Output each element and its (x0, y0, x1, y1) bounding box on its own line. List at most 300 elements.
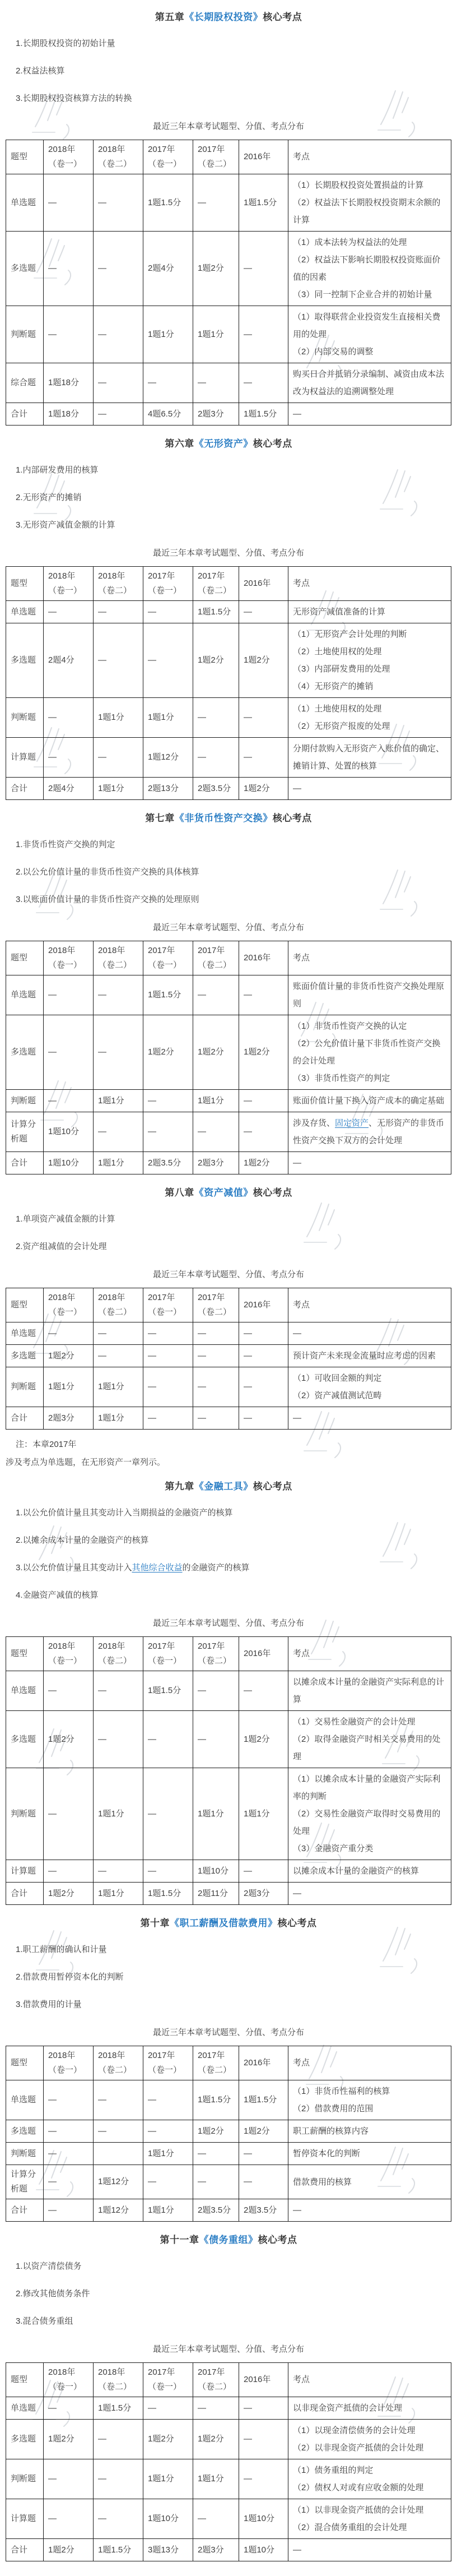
text-run: （1）债务重组的判定 (293, 2466, 374, 2475)
kaodian-line (293, 626, 446, 643)
year-header-line: 2017年 (148, 1641, 175, 1651)
score-cell: 1题1分 (239, 1768, 288, 1860)
score-cell: — (94, 623, 143, 698)
score-cell: 1题2分 (44, 2539, 94, 2561)
text-run: 2.无形资产的摊销 (16, 493, 82, 502)
key-point (16, 2315, 451, 2327)
text-run: 3.以账面价值计量的非货币性资产交换的处理原则 (16, 895, 199, 904)
col-header-year (44, 941, 94, 975)
chapter-heading-suffix: 核心考点 (272, 813, 312, 824)
table-row (6, 1015, 451, 1090)
score-cell: 1题1.5分 (143, 975, 193, 1015)
table-row (6, 1322, 451, 1345)
text-run: （1）交易性金融资产的会计处理 (293, 1717, 416, 1727)
col-header-kaodian: 考点 (288, 567, 451, 601)
score-cell: 1题10分 (239, 2539, 288, 2561)
col-header-question-type: 题型 (6, 941, 44, 975)
year-header-line: 2017年 (148, 2367, 175, 2377)
key-point (16, 1589, 451, 1601)
table-subtitle: 最近三年本章考试题型、分值、考点分布 (152, 548, 304, 558)
chapter-heading-prefix: 第十一章 (160, 2235, 199, 2245)
question-type-cell: 判断题 (6, 1090, 44, 1112)
score-cell: 1题1分 (143, 2459, 193, 2499)
kaodian-cell (288, 1671, 451, 1711)
table-row (6, 623, 451, 698)
chapter-note: 涉及考点为单选题，在无形资产一章列示。 (6, 1458, 166, 1467)
col-header-year (143, 2363, 193, 2397)
year-header-line: （卷一） (148, 960, 182, 970)
text-run: （2）以非现金资产抵债的会计处理 (293, 2443, 424, 2453)
table-header-row (6, 2046, 451, 2080)
year-header-line: （卷二） (98, 586, 132, 595)
chapter-book-title-link[interactable]: 《债务重组》 (199, 2235, 258, 2245)
col-header-year (44, 1637, 94, 1671)
kaodian-cell (288, 2459, 451, 2499)
year-header-line: 2018年 (98, 1641, 125, 1651)
text-run: 分期付款购入无形资产入账价值的确定、摊销计算、处置的核算 (293, 744, 445, 771)
score-cell: — (143, 1345, 193, 1367)
kaodian-cell (288, 403, 451, 426)
year-header-line: （卷二） (98, 2382, 132, 2392)
inline-link[interactable]: 固定资产 (335, 1118, 369, 1128)
kaodian-line (293, 2422, 446, 2439)
score-cell: — (44, 2499, 94, 2539)
kaodian-cell (288, 623, 451, 698)
score-cell: — (239, 601, 288, 623)
score-cell: — (44, 174, 94, 232)
text-run: （1）成本法转为权益法的处理 (293, 238, 407, 247)
score-cell: 1题1分 (94, 1768, 143, 1860)
score-cell: 2题3.5分 (239, 2199, 288, 2222)
kaodian-line (293, 1035, 446, 1070)
chapter-heading-suffix: 核心考点 (258, 2235, 297, 2245)
score-cell: — (193, 698, 239, 738)
chapter-section (6, 436, 451, 800)
year-header-line: （卷一） (48, 586, 82, 595)
chapter-heading-prefix: 第十章 (140, 1918, 170, 1928)
score-cell: 1题1.5分 (143, 1671, 193, 1711)
score-cell: — (239, 2397, 288, 2420)
score-cell: 1题2分 (239, 778, 288, 800)
score-cell: 1题1.5分 (239, 174, 288, 232)
kaodian-line (293, 1070, 446, 1087)
score-cell: 1题1.5分 (193, 2080, 239, 2120)
exam-distribution-table (6, 1288, 451, 1430)
score-cell: 3题13分 (143, 2539, 193, 2561)
key-point (16, 894, 451, 905)
score-cell: 2题3分 (44, 1407, 94, 1430)
chapter-section (6, 1478, 451, 1905)
question-type-cell: 多选题 (6, 2120, 44, 2143)
question-type-cell: 多选题 (6, 1345, 44, 1367)
score-cell: 1题10分 (193, 1860, 239, 1883)
question-type-cell: 单选题 (6, 975, 44, 1015)
year-header-line: 2018年 (98, 145, 125, 154)
question-type-cell: 单选题 (6, 601, 44, 623)
year-header-line: 2017年 (148, 571, 175, 581)
kaodian-cell (288, 1407, 451, 1430)
score-cell: — (44, 975, 94, 1015)
text-run: （2）土地使用权的处理 (293, 647, 382, 656)
score-cell: — (44, 2459, 94, 2499)
score-cell: — (143, 2120, 193, 2143)
chapter-heading-prefix: 第五章 (155, 12, 185, 22)
kaodian-cell (288, 2539, 451, 2561)
question-type-cell: 计算分析题 (6, 1112, 44, 1152)
chapter-book-title-link[interactable]: 《资产减值》 (194, 1187, 253, 1198)
year-header-line: 2017年 (148, 946, 175, 955)
table-row (6, 1090, 451, 1112)
text-run: 、无形资产的非货币性资产交换下双方的会计处理 (293, 1118, 445, 1145)
score-cell: — (94, 174, 143, 232)
text-run: （1）土地使用权的处理 (293, 704, 382, 714)
score-cell: — (193, 2499, 239, 2539)
key-point (16, 38, 451, 49)
score-cell: — (193, 1407, 239, 1430)
chapter-book-title-link[interactable]: 《长期股权投资》 (184, 12, 263, 22)
col-header-year (94, 1637, 143, 1671)
year-header-line: 2017年 (198, 571, 225, 581)
year-header-line: （卷一） (48, 2382, 82, 2392)
kaodian-line (293, 405, 446, 423)
year-header-line: （卷二） (98, 159, 132, 169)
table-row (6, 306, 451, 363)
year-header-line: 2016年 (244, 1300, 271, 1310)
score-cell: 1题1.5分 (94, 2539, 143, 2561)
score-cell: — (143, 1090, 193, 1112)
score-cell: — (44, 1322, 94, 1345)
kaodian-line (293, 234, 446, 251)
text-run: — (293, 1329, 301, 1338)
chapter-heading-suffix: 核心考点 (277, 1918, 317, 1928)
kaodian-cell (288, 2165, 451, 2199)
year-header-line: 2017年 (198, 1641, 225, 1651)
kaodian-cell (288, 2499, 451, 2539)
score-cell: — (193, 1711, 239, 1768)
text-run: （1）长期股权投资处置损益的计算 (293, 181, 424, 190)
kaodian-line (293, 1114, 446, 1149)
score-cell: — (94, 232, 143, 306)
year-header-line: 2018年 (98, 2367, 125, 2377)
col-header-year (94, 140, 143, 174)
table-row (6, 1768, 451, 1860)
score-cell: 2题3分 (193, 403, 239, 426)
question-type-cell: 多选题 (6, 623, 44, 698)
col-header-year (239, 140, 288, 174)
col-header-year (239, 1288, 288, 1322)
text-run: （1）可收回金额的判定 (293, 1373, 382, 1383)
year-header-line: （卷一） (148, 2382, 182, 2392)
text-run: （1）取得联营企业投资发生直接相关费用的处理 (293, 312, 441, 339)
text-run: 暂停资本化的判断 (293, 2149, 361, 2158)
score-cell: 1题10分 (44, 1112, 94, 1152)
year-header-line: （卷一） (48, 1307, 82, 1317)
table-row (6, 1345, 451, 1367)
chapter-note: 注：本章2017年 (16, 1440, 77, 1449)
score-cell: — (44, 738, 94, 778)
kaodian-cell (288, 174, 451, 232)
text-run: （2）取得金融资产时相关交易费用的处理 (293, 1735, 441, 1761)
col-header-kaodian: 考点 (288, 1637, 451, 1671)
text-run: （2）借款费用的范围 (293, 2104, 374, 2113)
score-cell: 1题2分 (239, 623, 288, 698)
score-cell: 1题1.5分 (143, 1883, 193, 1905)
question-type-cell: 综合题 (6, 363, 44, 403)
score-cell: — (44, 2080, 94, 2120)
score-cell: — (193, 1367, 239, 1407)
score-cell: — (239, 1322, 288, 1345)
score-cell: — (193, 2143, 239, 2165)
year-header-line: 2018年 (48, 145, 76, 154)
kaodian-cell (288, 2199, 451, 2222)
kaodian-cell (288, 1711, 451, 1768)
score-cell: — (44, 1671, 94, 1711)
chapter-book-title-link[interactable]: 《职工薪酬及借款费用》 (170, 1918, 278, 1928)
col-header-kaodian: 考点 (288, 941, 451, 975)
col-header-year (239, 1637, 288, 1671)
kaodian-line (293, 286, 446, 303)
col-header-year (94, 941, 143, 975)
text-run: （3）金融资产重分类 (293, 1844, 374, 1853)
question-type-cell: 合计 (6, 1883, 44, 1905)
text-run: （2）内部交易的调整 (293, 347, 374, 357)
table-row (6, 1671, 451, 1711)
score-cell: — (94, 975, 143, 1015)
text-run: 3.长期股权投资核算方法的转换 (16, 94, 132, 103)
inline-link[interactable]: 其他综合收益 (132, 1563, 183, 1573)
col-header-year (44, 2046, 94, 2080)
kaodian-line (293, 1770, 446, 1805)
table-row (6, 1112, 451, 1152)
chapter-heading-suffix: 核心考点 (253, 1187, 292, 1198)
table-row (6, 2499, 451, 2539)
col-header-year (193, 567, 239, 601)
question-type-cell: 合计 (6, 2539, 44, 2561)
score-cell: — (143, 363, 193, 403)
score-cell: — (239, 698, 288, 738)
score-cell: — (239, 2420, 288, 2459)
score-cell: 1题1分 (143, 2143, 193, 2165)
score-cell: — (193, 738, 239, 778)
score-cell: — (193, 1345, 239, 1367)
key-point (16, 2260, 451, 2272)
text-run: 涉及存货、 (293, 1118, 335, 1128)
kaodian-cell (288, 2420, 451, 2459)
score-cell: — (239, 1090, 288, 1112)
question-type-cell: 单选题 (6, 2080, 44, 2120)
kaodian-line (293, 718, 446, 735)
kaodian-cell (288, 778, 451, 800)
chapter-heading (6, 9, 451, 23)
table-row (6, 2397, 451, 2420)
score-cell: 1题2分 (239, 2120, 288, 2143)
kaodian-line (293, 2462, 446, 2479)
key-point (16, 1213, 451, 1225)
kaodian-cell (288, 2120, 451, 2143)
year-header-line: 2017年 (198, 145, 225, 154)
score-cell: 1题1分 (143, 306, 193, 363)
question-type-cell: 多选题 (6, 232, 44, 306)
table-row (6, 2120, 451, 2143)
question-type-cell: 判断题 (6, 1768, 44, 1860)
col-header-year (143, 1637, 193, 1671)
kaodian-line (293, 2439, 446, 2457)
table-row (6, 2459, 451, 2499)
kaodian-line (293, 978, 446, 1012)
kaodian-line (293, 2145, 446, 2162)
score-cell: 1题1分 (193, 306, 239, 363)
text-run: （2）权益法下影响长期股权投资账面价值的因素 (293, 255, 441, 282)
score-cell: — (193, 975, 239, 1015)
key-point (16, 93, 451, 104)
year-header-line: 2017年 (198, 2367, 225, 2377)
text-run: 无形资产减值准备的计算 (293, 607, 386, 617)
text-run: 1.内部研发费用的核算 (16, 465, 99, 475)
score-cell: 1题1分 (193, 1768, 239, 1860)
score-cell: — (143, 2080, 193, 2120)
table-subtitle: 最近三年本章考试题型、分值、考点分布 (152, 923, 304, 932)
table-row (6, 2539, 451, 2561)
text-run: — (293, 1889, 301, 1898)
col-header-year (143, 941, 193, 975)
score-cell: — (143, 623, 193, 698)
table-row (6, 1711, 451, 1768)
chapter-book-title-link[interactable]: 《金融工具》 (194, 1481, 253, 1492)
year-header-line: （卷二） (198, 586, 232, 595)
year-header-line: （卷一） (148, 159, 182, 169)
kaodian-line (293, 2100, 446, 2117)
score-cell: — (94, 1112, 143, 1152)
col-header-year (143, 140, 193, 174)
col-header-year (193, 1288, 239, 1322)
col-header-year (143, 567, 193, 601)
kaodian-cell (288, 1367, 451, 1407)
score-cell: 1题18分 (44, 363, 94, 403)
score-cell: — (94, 738, 143, 778)
table-row (6, 2420, 451, 2459)
year-header-line: 2018年 (48, 946, 76, 955)
chapter-heading (6, 2232, 451, 2246)
col-header-question-type: 题型 (6, 1637, 44, 1671)
question-type-cell: 合计 (6, 1407, 44, 1430)
col-header-year (94, 1288, 143, 1322)
score-cell: — (239, 1367, 288, 1407)
year-header-line: 2017年 (148, 2051, 175, 2060)
text-run: 的金融资产的核算 (182, 1563, 250, 1573)
question-type-cell: 单选题 (6, 1322, 44, 1345)
year-header-line: 2018年 (98, 946, 125, 955)
text-run: 1.非货币性资产交换的判定 (16, 840, 115, 849)
text-run: 以摊余成本计量的金融资产的核算 (293, 1866, 419, 1876)
score-cell: — (143, 1112, 193, 1152)
score-cell: 1题2分 (193, 2120, 239, 2143)
year-header-line: 2018年 (48, 1641, 76, 1651)
text-run: 借款费用的核算 (293, 2177, 352, 2187)
kaodian-line (293, 366, 446, 400)
score-cell: — (44, 232, 94, 306)
chapter-heading-prefix: 第七章 (145, 813, 175, 824)
col-header-year (193, 941, 239, 975)
table-subtitle: 最近三年本章考试题型、分值、考点分布 (152, 122, 304, 131)
score-cell: 2题3.5分 (193, 778, 239, 800)
kaodian-line (293, 2399, 446, 2417)
chapter-book-title-link[interactable]: 《无形资产》 (194, 438, 253, 449)
kaodian-cell (288, 2143, 451, 2165)
col-header-year (44, 2363, 94, 2397)
score-cell: 1题1.5分 (94, 2397, 143, 2420)
text-run: 账面价值计量的非货币性资产交换处理原则 (293, 982, 445, 1009)
key-point (16, 1241, 451, 1252)
score-cell: 1题1.5分 (239, 403, 288, 426)
chapter-section (6, 9, 451, 426)
table-row (6, 403, 451, 426)
text-run: 2.资产组减值的会计处理 (16, 1242, 107, 1251)
kaodian-line (293, 2541, 446, 2559)
text-run: （2）资产减值测试范畴 (293, 1391, 382, 1400)
kaodian-line (293, 740, 446, 775)
score-cell: 1题2分 (44, 1345, 94, 1367)
table-row (6, 174, 451, 232)
text-run: （1）以摊余成本计量的金融资产实际利率的判断 (293, 1774, 441, 1801)
kaodian-line (293, 603, 446, 621)
score-cell: 1题1分 (94, 1883, 143, 1905)
year-header-line: 2016年 (244, 579, 271, 588)
score-cell: — (239, 1407, 288, 1430)
kaodian-cell (288, 363, 451, 403)
chapter-heading (6, 810, 451, 824)
score-cell: 1题2分 (239, 1152, 288, 1174)
chapter-heading-prefix: 第六章 (165, 438, 194, 449)
question-type-cell: 判断题 (6, 2459, 44, 2499)
question-type-cell: 合计 (6, 2199, 44, 2222)
table-row (6, 232, 451, 306)
year-header-line: 2018年 (48, 2367, 76, 2377)
table-row (6, 2143, 451, 2165)
year-header-line: 2017年 (148, 1293, 175, 1302)
text-run: 2.以公允价值计量的非货币性资产交换的具体核算 (16, 867, 199, 877)
key-point (16, 2288, 451, 2300)
text-run: （2）公允价值计量下非货币性资产交换的会计处理 (293, 1039, 441, 1066)
kaodian-line (293, 1409, 446, 1427)
score-cell: — (239, 306, 288, 363)
col-header-year (239, 2363, 288, 2397)
year-header-line: （卷二） (198, 1307, 232, 1317)
key-point (16, 839, 451, 850)
col-header-year (193, 140, 239, 174)
kaodian-line (293, 2122, 446, 2140)
text-run: 1.职工薪酬的确认和计量 (16, 1945, 107, 1954)
kaodian-cell (288, 738, 451, 778)
chapter-book-title-link[interactable]: 《非货币性资产交换》 (174, 813, 273, 824)
score-cell (94, 2143, 143, 2165)
score-cell: 2题4分 (44, 778, 94, 800)
score-cell: — (239, 363, 288, 403)
kaodian-line (293, 1370, 446, 1387)
text-run: （3）同一控制下企业合并的初始计量 (293, 290, 432, 299)
score-cell: 1题1分 (94, 1152, 143, 1174)
score-cell: 1题1分 (94, 1407, 143, 1430)
question-type-cell: 单选题 (6, 174, 44, 232)
score-cell: — (94, 306, 143, 363)
score-cell: 1题2分 (239, 1711, 288, 1768)
col-header-year (193, 2363, 239, 2397)
score-cell: — (143, 601, 193, 623)
score-cell: — (94, 2080, 143, 2120)
kaodian-cell (288, 1883, 451, 1905)
year-header-line: 2016年 (244, 2375, 271, 2384)
score-cell: — (143, 1768, 193, 1860)
chapter-heading-suffix: 核心考点 (253, 438, 292, 449)
